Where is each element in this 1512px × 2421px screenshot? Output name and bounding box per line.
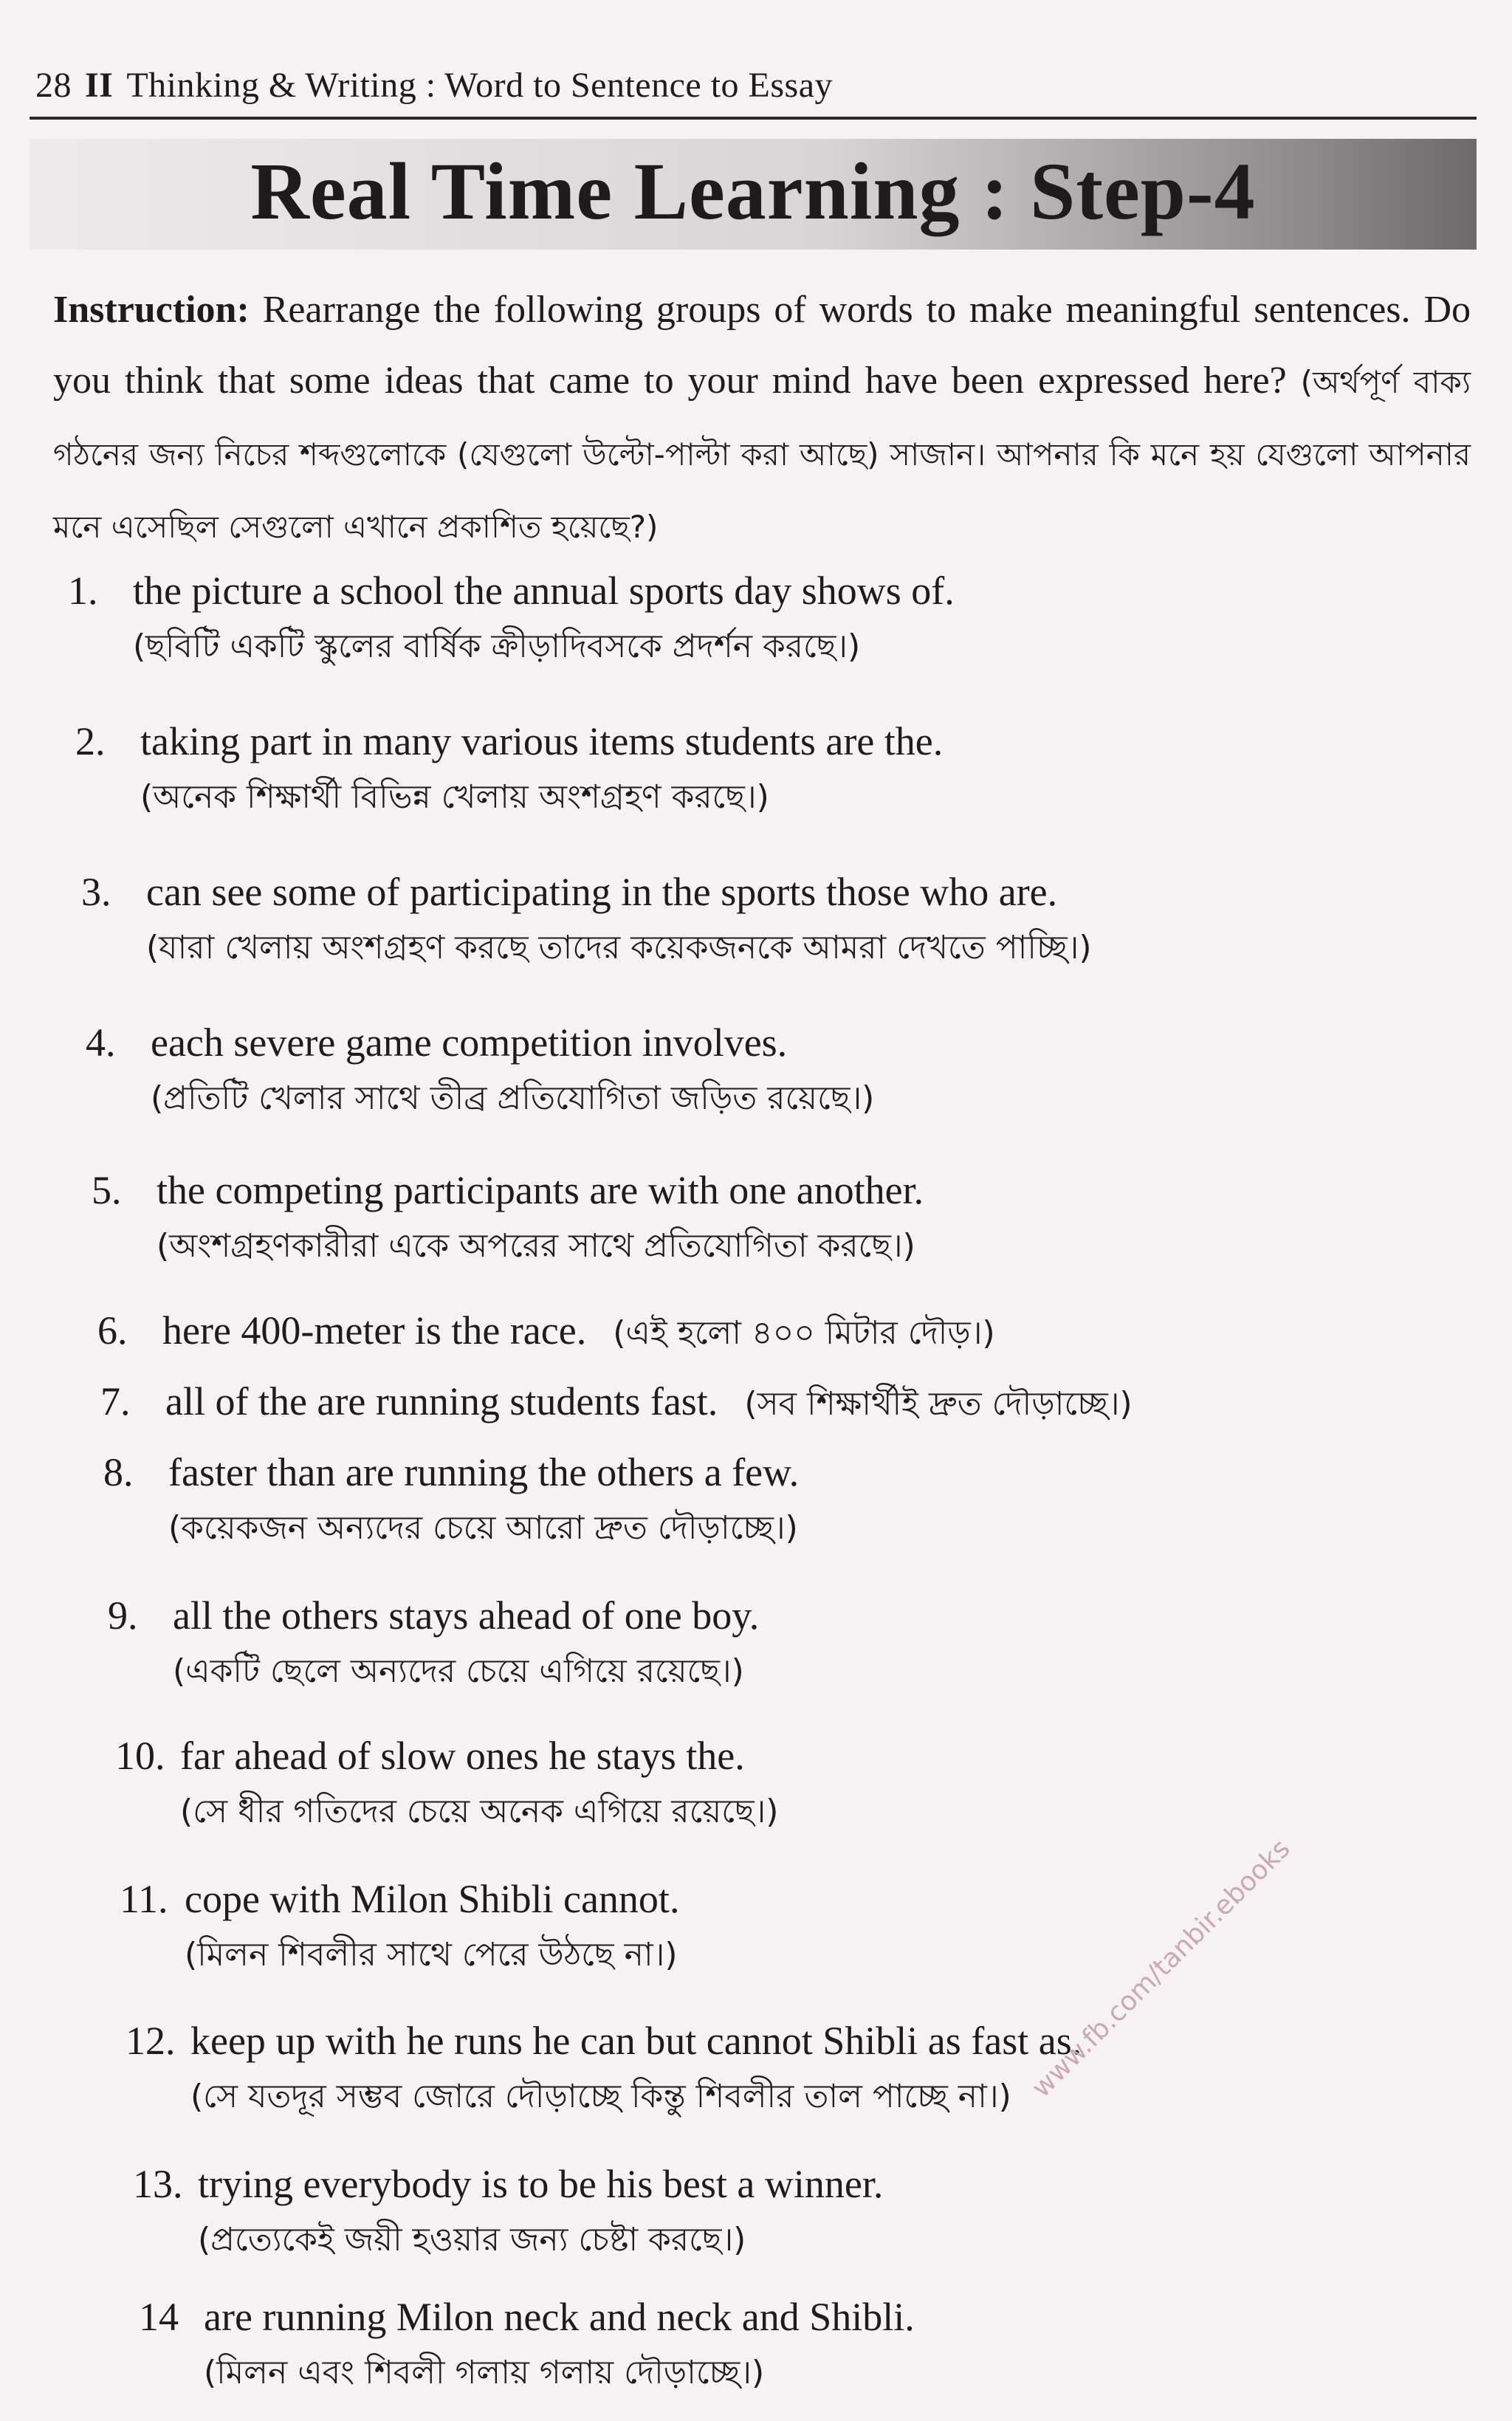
item-jumbled-sentence: taking part in many various items students are the. (140, 719, 944, 763)
page-number: 28 (35, 66, 72, 105)
item-bengali-translation: (অনেক শিক্ষার্থী বিভিন্ন খেলায় অংশগ্রহণ করছে।) (140, 778, 769, 816)
section-banner (30, 139, 1477, 250)
item-bengali-translation: (এই হলো ৪০০ মিটার দৌড়।) (613, 1314, 995, 1352)
item-jumbled-sentence: are running Milon neck and neck and Shibli. (204, 2295, 915, 2339)
item-jumbled-sentence: cope with Milon Shibli cannot. (185, 1877, 680, 1921)
item-number: 5. (92, 1168, 122, 1212)
item-jumbled-sentence: each severe game competition involves. (151, 1020, 788, 1065)
exercise-item-1 (68, 563, 1397, 675)
item-bengali-translation: (সে যতদূর সম্ভব জোরে দৌড়াচ্ছে কিন্তু শিবলীর তাল পাচ্ছে না।) (190, 2078, 1011, 2115)
exercise-item-4 (86, 1014, 1415, 1127)
item-number: 13. (133, 2162, 183, 2206)
item-jumbled-sentence: can see some of participating in the sports those who are. (146, 870, 1058, 914)
item-bengali-translation: (ছবিটি একটি স্কুলের বার্ষিক ক্রীড়াদিবসকে প্রদর্শন করছে।) (133, 628, 861, 665)
item-number: 7. (100, 1379, 131, 1424)
exercise-item-2 (75, 713, 1404, 825)
item-bengali-translation: (যারা খেলায় অংশগ্রহণ করছে তাদের কয়েকজনকে আমরা দেখতে পাচ্ছি।) (146, 929, 1092, 966)
exercise-item-14 (139, 2289, 1468, 2401)
item-bengali-translation: (প্রত্যেকেই জয়ী হওয়ার জন্য চেষ্টা করছে।) (198, 2221, 746, 2259)
item-jumbled-sentence: here 400-meter is the race. (162, 1308, 587, 1353)
item-bengali-translation: (একটি ছেলে অন্যদের চেয়ে এগিয়ে রয়েছে।) (173, 1652, 744, 1690)
exercise-item-7 (100, 1373, 1429, 1432)
exercise-item-8 (103, 1444, 1432, 1556)
exercise-item-10 (115, 1728, 1444, 1840)
item-number: 10. (115, 1734, 165, 1778)
item-jumbled-sentence: trying everybody is to be his best a winner. (198, 2162, 884, 2206)
header-rule (30, 117, 1477, 120)
watermark-text: www.fb.com/tanbir.ebooks (1026, 1833, 1296, 2104)
running-head-separator: II (85, 66, 114, 105)
item-number: 2. (75, 719, 106, 763)
exercise-item-9 (108, 1587, 1437, 1700)
item-number: 1. (68, 569, 98, 613)
book-title: Thinking & Writing : Word to Sentence to Essay (126, 66, 834, 105)
item-number: 6. (97, 1308, 128, 1353)
instruction-paragraph (53, 275, 1471, 563)
item-bengali-translation: (প্রতিটি খেলার সাথে তীব্র প্রতিযোগিতা জড়িত রয়েছে।) (151, 1079, 875, 1117)
exercise-item-6 (97, 1302, 1426, 1361)
item-bengali-translation: (সে ধীর গতিদের চেয়ে অনেক এগিয়ে রয়েছে।) (180, 1793, 779, 1830)
item-jumbled-sentence: all of the are running students fast. (165, 1379, 718, 1424)
instruction-text-english: Rearrange the following groups of words to make meaningful sentences. Do you think that some ideas that came to your mind have been expressed here? (53, 289, 1471, 402)
instruction-text-bengali: (অর্থপূর্ণ বাক্য গঠনের জন্য নিচের শব্দগুলোকে (যেগুলো উল্টো-পাল্টা করা আছে) সাজান। আপনার কি মনে হয় যেগুলো আপনার মনে এসেছিল সেগুলো এখানে প্রকাশিত হয়েছে?) (53, 364, 1471, 545)
item-jumbled-sentence: far ahead of slow ones he stays the. (180, 1734, 745, 1778)
item-jumbled-sentence: the competing participants are with one another. (157, 1168, 924, 1212)
exercise-item-5 (92, 1162, 1420, 1274)
item-number: 4. (86, 1020, 116, 1065)
item-bengali-translation: (মিলন এবং শিবলী গলায় গলায় দৌড়াচ্ছে।) (204, 2354, 765, 2391)
exercise-item-12 (126, 2013, 1454, 2125)
item-number: 3. (81, 870, 111, 914)
item-number: 8. (103, 1450, 134, 1494)
item-jumbled-sentence: faster than are running the others a few. (168, 1450, 800, 1494)
exercise-item-13 (133, 2156, 1462, 2268)
item-number: 12. (126, 2019, 176, 2063)
item-bengali-translation: (সব শিক্ষার্থীই দ্রুত দৌড়াচ্ছে।) (744, 1385, 1133, 1423)
item-number: 9. (108, 1593, 138, 1638)
running-head (35, 65, 833, 106)
item-bengali-translation: (অংশগ্রহণকারীরা একে অপরের সাথে প্রতিযোগিতা করছে।) (157, 1227, 915, 1265)
item-bengali-translation: (মিলন শিবলীর সাথে পেরে উঠছে না।) (185, 1936, 678, 1974)
item-jumbled-sentence: the picture a school the annual sports day shows of. (133, 569, 955, 613)
section-title: Real Time Learning : Step-4 (250, 146, 1256, 236)
item-jumbled-sentence: all the others stays ahead of one boy. (173, 1593, 760, 1638)
item-number: 14 (139, 2295, 179, 2339)
item-jumbled-sentence: keep up with he runs he can but cannot Shibli as fast as. (190, 2019, 1082, 2063)
exercise-item-3 (81, 864, 1410, 976)
item-number: 11. (120, 1877, 168, 1921)
instruction-label: Instruction: (53, 289, 250, 331)
item-bengali-translation: (কয়েকজন অন্যদের চেয়ে আরো দ্রুত দৌড়াচ্ছে।) (168, 1509, 798, 1547)
